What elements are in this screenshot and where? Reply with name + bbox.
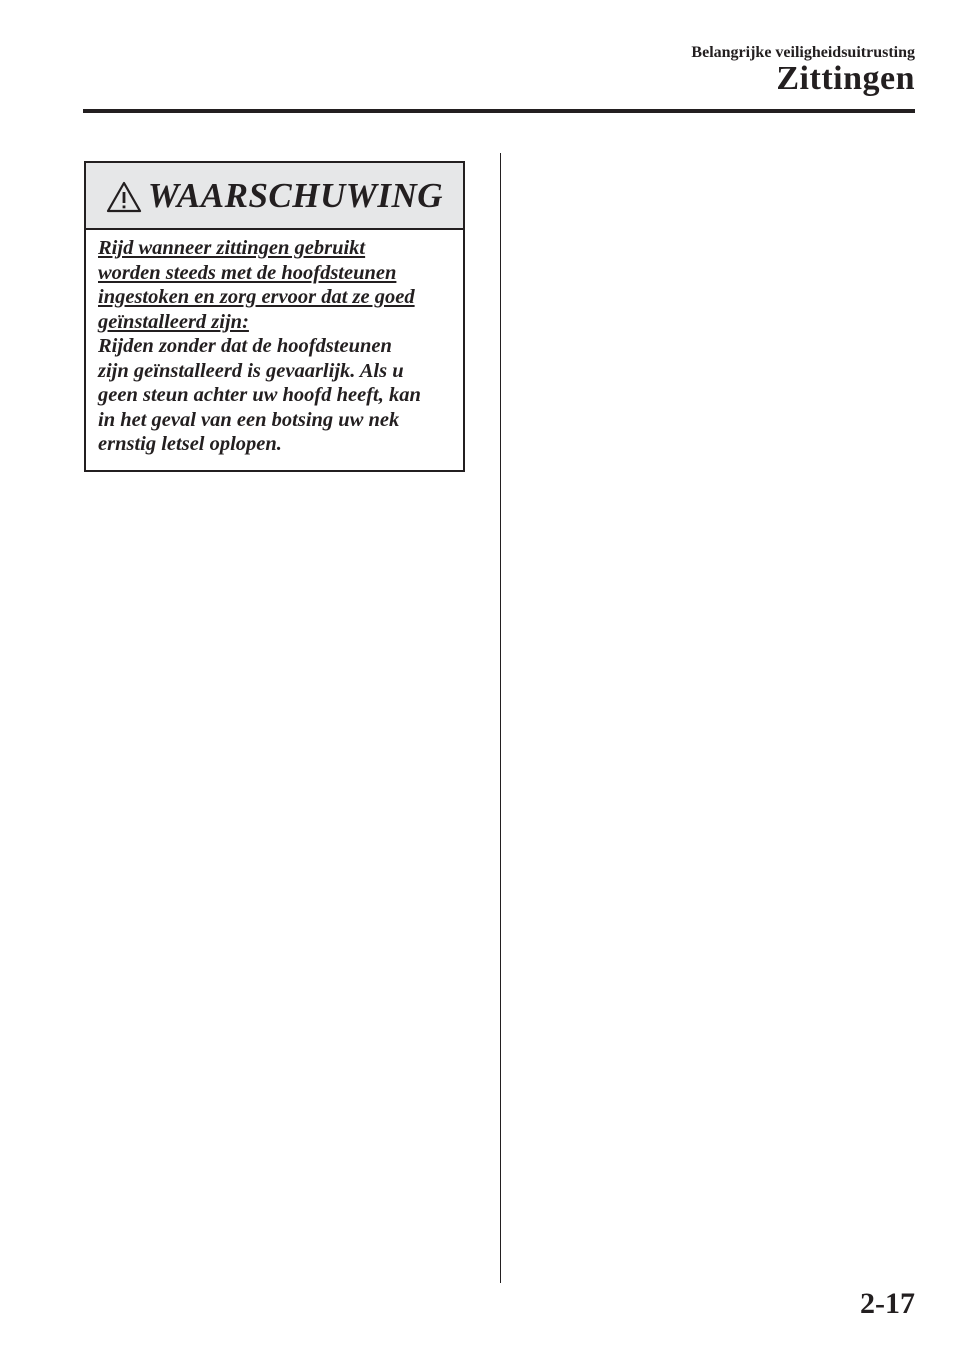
warning-heading: WAARSCHUWING — [147, 175, 444, 215]
header-rule — [83, 109, 915, 113]
page-number: 2-17 — [860, 1287, 915, 1320]
warning-body-text — [98, 334, 453, 457]
warning-header — [86, 163, 463, 230]
warning-body-line: geen steun achter uw hoofd heeft, kan — [98, 384, 421, 406]
warning-lead-line: worden steeds met de hoofdsteunen — [98, 261, 397, 284]
warning-body-line: zijn geïnstalleerd is gevaarlijk. Als u — [98, 359, 404, 382]
warning-body-line: Rijden zonder dat de hoofdsteunen — [98, 335, 392, 357]
warning-lead-line: ingestoken en zorg ervoor dat ze goed — [98, 286, 415, 308]
warning-box — [84, 161, 465, 472]
warning-lead-line: Rijd wanneer zittingen gebruikt — [98, 237, 366, 259]
warning-lead-line: geïnstalleerd zijn: — [98, 310, 249, 333]
column-divider — [500, 153, 501, 1283]
warning-lead-text — [98, 236, 453, 334]
warning-body-line: ernstig letsel oplopen. — [98, 433, 282, 455]
warning-body-line: in het geval van een botsing uw nek — [98, 408, 400, 431]
section-title: Belangrijke veiligheidsuitrusting — [691, 44, 915, 61]
warning-triangle-icon — [106, 181, 142, 213]
warning-body — [86, 230, 463, 457]
page-title: Zittingen — [776, 60, 915, 97]
